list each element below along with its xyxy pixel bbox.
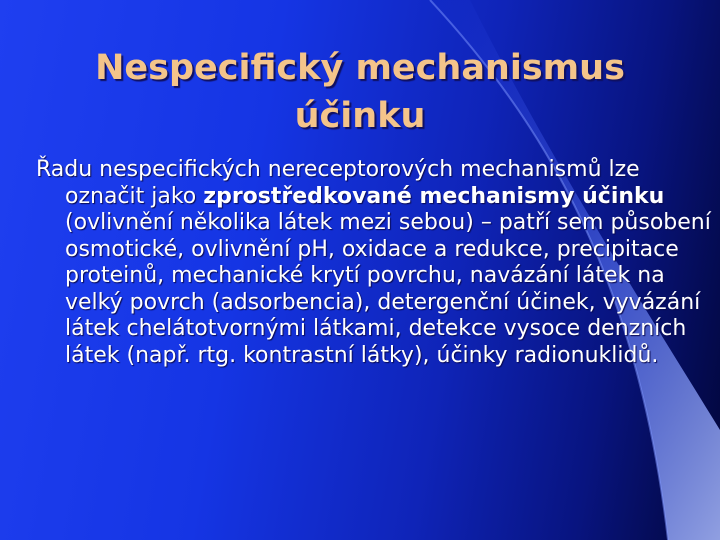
slide-title [40, 44, 680, 140]
body-rest-text: (ovlivnění několika látek mezi sebou) – patří sem působení osmotické, ovlivnění pH, oxidace a redukce, precipitace proteinů, mechanické krytí povrchu, navázání látek na velký povrch (adsorbencia), detergenční účinek, vyvázání látek chelátotvornými látkami, detekce vysoce denzních látek (např. rtg. kontrastní látky), účinky radionuklidů. [65, 210, 711, 368]
body-emphasis-text: zprostředkované mechanismy účinku [203, 183, 665, 209]
body-intro-text: Řadu nespecifických nereceptorových mechanismů lze označit jako [36, 157, 640, 209]
title-line-1: Nespecifický mechanismus [95, 48, 625, 88]
slide-body-paragraph [36, 157, 715, 369]
title-line-2: účinku [294, 96, 426, 136]
